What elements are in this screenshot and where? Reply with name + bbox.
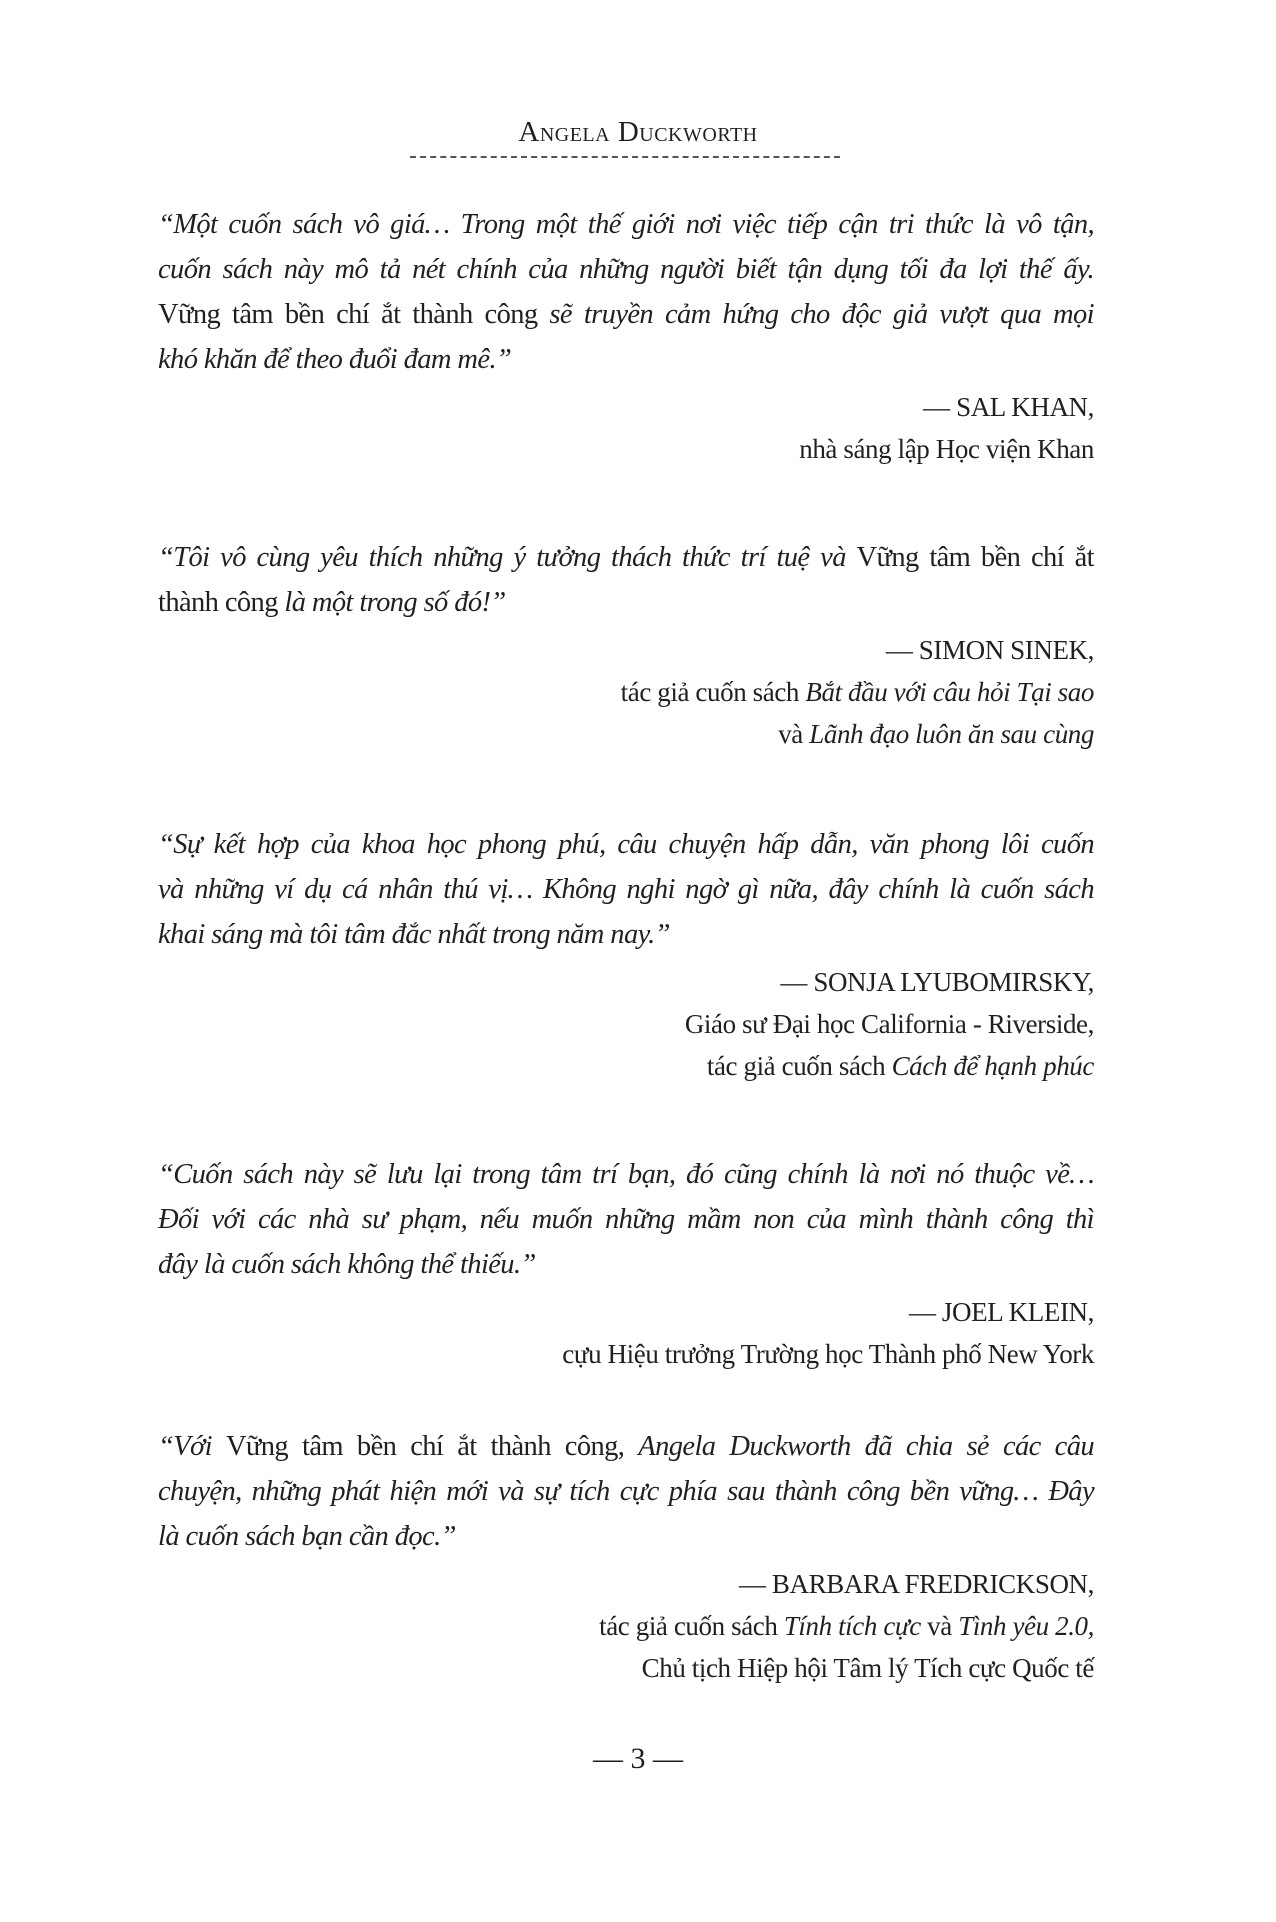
quote-line [158,247,1094,292]
running-header: Angela Duckworth [518,116,758,148]
testimonial-4 [158,1152,1094,1375]
author-name [158,961,1094,1003]
quote-line [158,1514,1094,1559]
attribution-text: Giáo sư Đại học California - Riverside, [684,1009,1094,1039]
attribution-text: — SAL KHAN, [923,392,1094,422]
author-credential [158,1605,1094,1647]
quote-text: “Tôi vô cùng yêu thích những ý tưởng thách thức trí tuệ và [158,542,857,573]
quote-text: “Sự kết hợp của khoa học phong phú, câu chuyện hấp dẫn, văn phong lôi cuốn [158,829,1094,860]
attribution-text: tác giả cuốn sách [706,1051,892,1081]
quote-text: khai sáng mà tôi tâm đắc nhất trong năm nay.” [158,919,670,950]
quote-line [158,867,1094,912]
attribution-text: — BARBARA FREDRICKSON, [738,1569,1094,1599]
author-credential [158,713,1094,755]
attribution-text: cựu Hiệu trưởng Trường học Thành phố New York [562,1339,1094,1369]
quote-text: đây là cuốn sách không thể thiếu.” [158,1249,536,1280]
attribution-text: và [920,1611,959,1641]
attribution-text: Tính tích cực [783,1611,921,1641]
attribution-text: tác giả cuốn sách [620,677,806,707]
author-name [158,1563,1094,1605]
quote-text: Vững tâm bền chí ắt thành công [158,299,550,330]
quote-line [158,337,1094,382]
quote-text: Vững tâm bền chí ắt [856,542,1094,573]
attribution-text: Lãnh đạo luôn ăn sau cùng [809,719,1094,749]
attribution-text: — SIMON SINEK, [885,635,1094,665]
quote-text: “Cuốn sách này sẽ lưu lại trong tâm trí bạn, đó cũng chính là nơi nó thuộc về… [158,1159,1094,1190]
quote-line [158,822,1094,867]
author-name [158,1291,1094,1333]
author-name [158,386,1094,428]
quote-line [158,1197,1094,1242]
attribution-text: Cách để hạnh phúc [891,1051,1094,1081]
quote-text: “Một cuốn sách vô giá… Trong một thế giới nơi việc tiếp cận tri thức là vô tận, [158,209,1094,240]
attribution [158,1291,1094,1375]
quote-line [158,1424,1094,1469]
quote-text: cuốn sách này mô tả nét chính của những người biết tận dụng tối đa lợi thế ấy. [158,254,1094,285]
author-credential [158,1045,1094,1087]
attribution-text: nhà sáng lập Học viện Khan [799,434,1094,464]
quote-text: và những ví dụ cá nhân thú vị… Không nghi ngờ gì nữa, đây chính là cuốn sách [158,874,1094,905]
author-credential [158,1333,1094,1375]
attribution [158,961,1094,1087]
testimonial-1 [158,202,1094,470]
attribution-text: — JOEL KLEIN, [908,1297,1094,1327]
quote-line [158,202,1094,247]
attribution-text: — SONJA LYUBOMIRSKY, [780,967,1094,997]
testimonial-2 [158,535,1094,755]
quote-text: Angela Duckworth đã chia sẻ các câu [638,1431,1094,1462]
author-name [158,629,1094,671]
attribution-text: và [778,719,810,749]
quote-text: thành công [158,587,285,618]
quote-text: khó khăn để theo đuổi đam mê.” [158,344,512,375]
quote-text: “Với [158,1431,226,1462]
attribution-text: Chủ tịch Hiệp hội Tâm lý Tích cực Quốc tế [641,1653,1094,1683]
quote-line [158,1242,1094,1287]
quote-line [158,580,1094,625]
quote-text: là cuốn sách bạn cần đọc.” [158,1521,456,1552]
quote-text: sẽ truyền cảm hứng cho độc giả vượt qua mọi [549,299,1094,330]
author-credential [158,428,1094,470]
attribution [158,629,1094,755]
header-divider [410,156,840,158]
quote-line [158,292,1094,337]
attribution-text: Tình yêu 2.0, [958,1611,1094,1641]
author-credential [158,1647,1094,1689]
quote-text: Vững tâm bền chí ắt thành công, [225,1431,639,1462]
quote-line [158,1469,1094,1514]
attribution-text: tác giả cuốn sách [599,1611,784,1641]
quote-text: Đối với các nhà sư phạm, nếu muốn những mầm non của mình thành công thì [158,1204,1094,1235]
quote-line [158,1152,1094,1197]
author-credential [158,671,1094,713]
author-credential [158,1003,1094,1045]
testimonial-5 [158,1424,1094,1689]
attribution-text: Bắt đầu với câu hỏi Tại sao [805,677,1094,707]
page-number: — 3 — [593,1742,683,1775]
quote-text: là một trong số đó!” [284,587,506,618]
testimonial-3 [158,822,1094,1087]
attribution [158,386,1094,470]
quote-line [158,912,1094,957]
quote-line [158,535,1094,580]
quote-text: chuyện, những phát hiện mới và sự tích cực phía sau thành công bền vững… Đây [158,1476,1094,1507]
attribution [158,1563,1094,1689]
